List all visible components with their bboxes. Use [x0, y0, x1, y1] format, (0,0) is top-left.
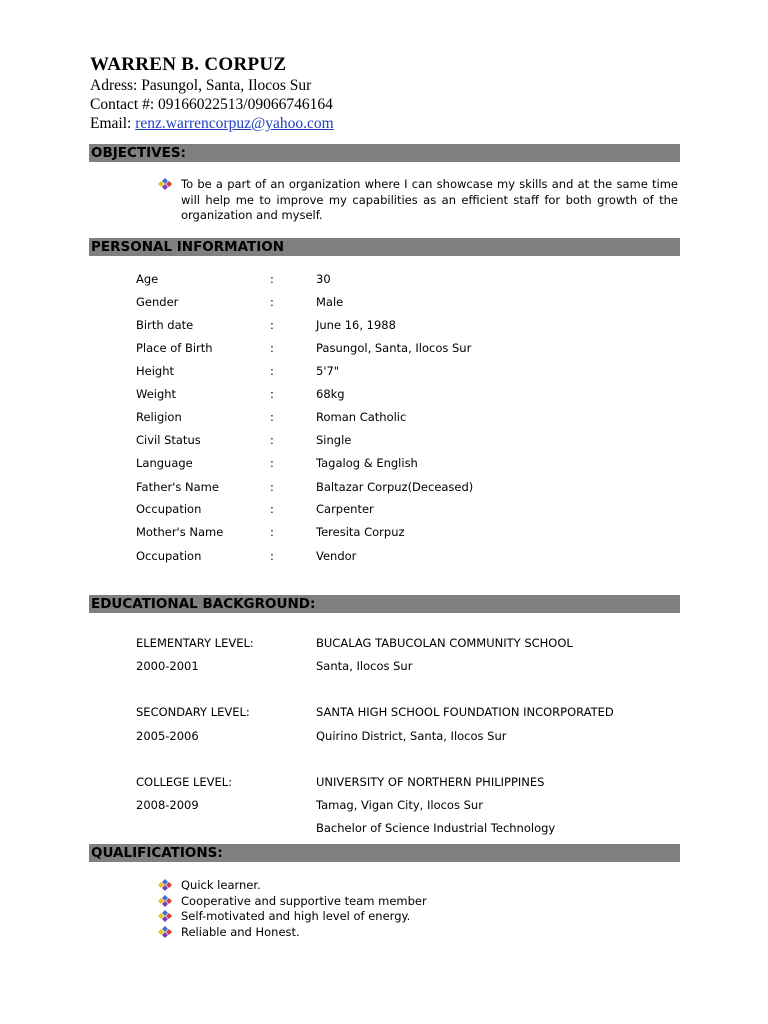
education-level: SECONDARY LEVEL:	[136, 705, 250, 719]
objectives-list	[158, 177, 678, 224]
degree-name: Bachelor of Science Industrial Technology	[316, 821, 556, 835]
contact-line: Contact #: 09166022513/09066746164	[90, 96, 333, 113]
applicant-name: WARREN B. CORPUZ	[90, 54, 287, 75]
address-line: Adress: Pasungol, Santa, Ilocos Sur	[90, 77, 312, 94]
qualification-text: Self-motivated and high level of energy.	[181, 909, 411, 923]
objectives-heading: OBJECTIVES:	[89, 144, 680, 162]
school-location: Quirino District, Santa, Ilocos Sur	[316, 729, 507, 743]
info-value: 68kg	[316, 387, 345, 401]
info-value: Teresita Corpuz	[316, 525, 405, 539]
list-item	[158, 894, 678, 910]
info-value: Baltazar Corpuz(Deceased)	[316, 480, 474, 494]
list-item	[158, 878, 678, 894]
info-label: Language	[136, 456, 193, 470]
education-years: 2005-2006	[136, 729, 199, 743]
four-color-bullet-icon	[158, 926, 172, 938]
info-label: Father's Name	[136, 480, 219, 494]
qualifications-list	[158, 878, 678, 940]
school-name: SANTA HIGH SCHOOL FOUNDATION INCORPORATED	[316, 705, 614, 719]
info-value: Vendor	[316, 549, 357, 563]
info-label: Age	[136, 272, 159, 286]
qualification-text: Cooperative and supportive team member	[181, 893, 427, 908]
qualification-text: Reliable and Honest.	[181, 924, 300, 939]
info-separator: :	[270, 456, 274, 470]
info-separator: :	[270, 525, 274, 539]
list-item	[158, 909, 678, 925]
info-value: 5'7"	[316, 364, 340, 378]
info-label: Gender	[136, 295, 179, 309]
school-location: Santa, Ilocos Sur	[316, 659, 413, 673]
info-separator: :	[270, 502, 274, 516]
resume-header	[90, 54, 334, 133]
info-value: June 16, 1988	[316, 318, 396, 332]
list-item	[158, 925, 678, 941]
info-label: Place of Birth	[136, 341, 213, 355]
info-label: Mother's Name	[136, 525, 224, 539]
info-label: Religion	[136, 410, 182, 424]
email-link[interactable]: renz.warrencorpuz@yahoo.com	[135, 115, 334, 132]
email-label: Email:	[90, 115, 136, 132]
info-value: 30	[316, 272, 331, 286]
qualifications-heading: QUALIFICATIONS:	[89, 844, 680, 862]
education-level: ELEMENTARY LEVEL:	[136, 636, 254, 650]
four-color-bullet-icon	[158, 178, 172, 190]
four-color-bullet-icon	[158, 895, 172, 907]
info-separator: :	[270, 433, 274, 447]
list-item	[158, 177, 678, 224]
four-color-bullet-icon	[158, 879, 172, 891]
info-separator: :	[270, 410, 274, 424]
info-separator: :	[270, 272, 274, 286]
school-name: BUCALAG TABUCOLAN COMMUNITY SCHOOL	[316, 636, 573, 650]
education-years: 2008-2009	[136, 798, 199, 812]
four-color-bullet-icon	[158, 910, 172, 922]
educational-background-heading: EDUCATIONAL BACKGROUND:	[89, 595, 680, 613]
info-value: Tagalog & English	[316, 456, 418, 470]
info-label: Birth date	[136, 318, 194, 332]
education-level: COLLEGE LEVEL:	[136, 775, 233, 789]
info-label: Occupation	[136, 502, 202, 516]
school-location: Tamag, Vigan City, Ilocos Sur	[316, 798, 483, 812]
info-separator: :	[270, 480, 274, 494]
info-separator: :	[270, 364, 274, 378]
info-label: Occupation	[136, 549, 202, 563]
info-separator: :	[270, 387, 274, 401]
info-value: Male	[316, 295, 344, 309]
school-name: UNIVERSITY OF NORTHERN PHILIPPINES	[316, 775, 545, 789]
info-label: Weight	[136, 387, 177, 401]
info-label: Height	[136, 364, 175, 378]
info-label: Civil Status	[136, 433, 201, 447]
info-separator: :	[270, 341, 274, 355]
objective-text: To be a part of an organization where I can showcase my skills and at the same time will help me to improve my capabilities as an efficient staff for both growth of the organization and myself.	[181, 177, 678, 222]
info-value: Carpenter	[316, 502, 374, 516]
info-separator: :	[270, 295, 274, 309]
info-value: Roman Catholic	[316, 410, 407, 424]
info-value: Single	[316, 433, 352, 447]
email-line	[90, 114, 334, 133]
info-value: Pasungol, Santa, Ilocos Sur	[316, 341, 472, 355]
info-separator: :	[270, 549, 274, 563]
qualification-text: Quick learner.	[181, 878, 261, 892]
info-separator: :	[270, 318, 274, 332]
education-years: 2000-2001	[136, 659, 199, 673]
personal-information-heading: PERSONAL INFORMATION	[89, 238, 680, 256]
